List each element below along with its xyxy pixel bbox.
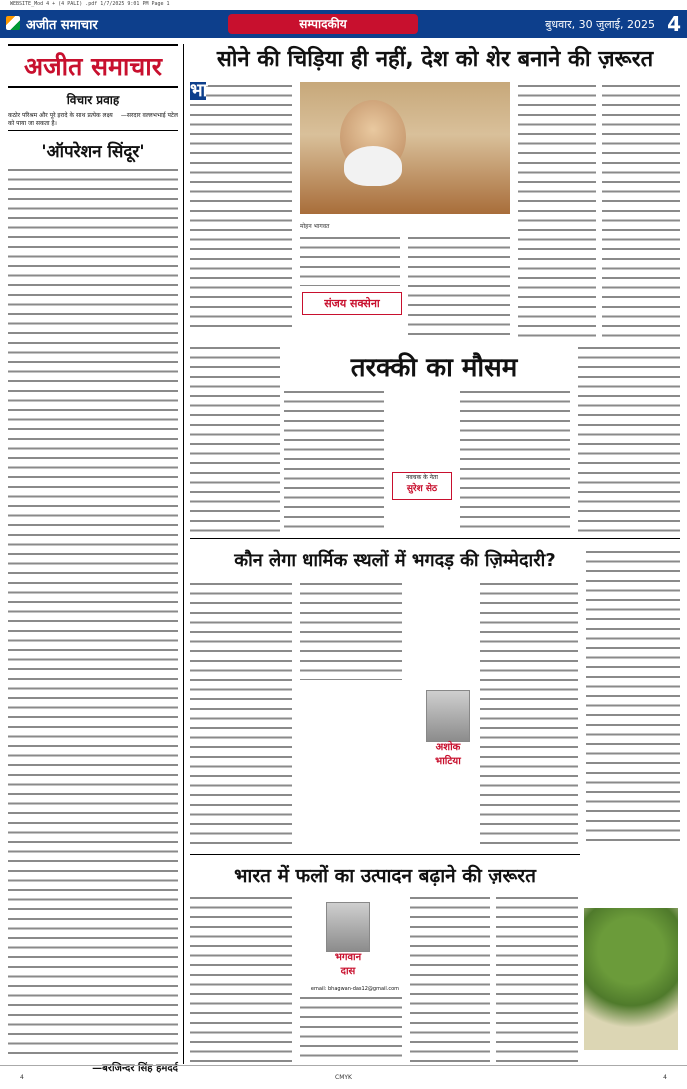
article3-col2-text: [300, 580, 402, 680]
footer-color-mark: CMYK: [335, 1074, 352, 1081]
motto-line: [8, 111, 178, 131]
article2-author-box: [392, 472, 452, 500]
article1-byline: संजय सक्सेना: [302, 292, 402, 315]
article4-author-contact: email: bhagwan-das12@gmail.com: [310, 986, 400, 992]
article1-col4-text: [518, 82, 596, 338]
header-category: सम्पादकीय: [228, 14, 418, 34]
print-slug: WEBSITE_Mod 4 + (4 PALI) .pdf 1/7/2025 9:01 PM Page 1: [10, 1, 170, 7]
footer-left: 4: [20, 1074, 24, 1081]
portrait-beard: [344, 146, 402, 186]
article1-col5-text: [602, 82, 680, 338]
page-footer: [0, 1065, 687, 1089]
footer-right: 4: [663, 1074, 667, 1081]
article4-author-photo: [326, 902, 370, 977]
article2-col3-text: [460, 388, 570, 532]
fruit-tree-photo: [584, 908, 678, 1050]
article1-dropcap: भा: [190, 80, 208, 101]
article1-col3-text: [408, 234, 510, 338]
article1-col1-text: [190, 82, 292, 334]
article2-col4-text: [578, 344, 680, 532]
article2-col1-text: [190, 344, 280, 532]
article1-photo: [300, 82, 510, 230]
article2-col2-text: [284, 388, 384, 532]
article4-col4-text: [496, 894, 578, 1064]
article2-headline: तरक्की का मौसम: [350, 353, 518, 383]
article2-author-role: नवचक के नेता: [406, 474, 438, 481]
article3-headline: कौन लेगा धार्मिक स्थलों में भगदड़ की ज़िम्मेदारी?: [234, 550, 556, 571]
article1-col2-text: [300, 234, 400, 286]
article2-author: सुरेश सेठ: [406, 484, 438, 494]
tricolor-flag-icon: [6, 16, 20, 30]
section-title: विचार प्रवाह: [66, 93, 120, 107]
article3-col3-text: [480, 580, 578, 848]
article4-headline: भारत में फलों का उत्पादन बढ़ाने की ज़रूरत: [234, 865, 536, 887]
header-page-number: 4: [667, 12, 681, 36]
article4-col3-text: [410, 894, 490, 1064]
article1: [190, 82, 680, 340]
article4-author: भगवान दास: [334, 952, 362, 977]
editorial-author: —बरजिन्दर सिंह हमदर्द: [92, 1063, 178, 1074]
article1-photo-caption: मोहन भागवत: [300, 223, 330, 230]
motto-attribution: —सरदार वल्लभभाई पटेल: [120, 112, 178, 119]
editorial-column: [8, 44, 178, 1074]
column-divider: [183, 44, 184, 1064]
page-header-band: [0, 10, 687, 38]
article3-author-photo: [426, 690, 470, 767]
article3-author: अशोक भाटिया: [435, 742, 461, 767]
editorial-body-text: [8, 166, 178, 1056]
header-date: बुधवार, 30 जुलाई, 2025: [545, 18, 655, 31]
motto-quote: कठोर परिश्रम और पूरे इरादे के साथ प्रत्येक लक्ष्य को पाया जा सकता है।: [8, 112, 113, 127]
section-rule-2: [190, 854, 580, 855]
editorial-title: 'ऑपरेशन सिंदूर': [41, 142, 145, 162]
masthead: अजीत समाचार: [8, 44, 178, 88]
article1-headline: सोने की चिड़िया ही नहीं, देश को शेर बनाने की ज़रूरत: [216, 47, 654, 72]
header-paper-name: अजीत समाचार: [26, 18, 98, 33]
section-rule: [190, 538, 680, 539]
article3-col4-text: [586, 548, 680, 848]
article4-col2-text: [300, 994, 402, 1064]
article3-col1-text: [190, 580, 292, 848]
article4-col1-text: [190, 894, 292, 1064]
